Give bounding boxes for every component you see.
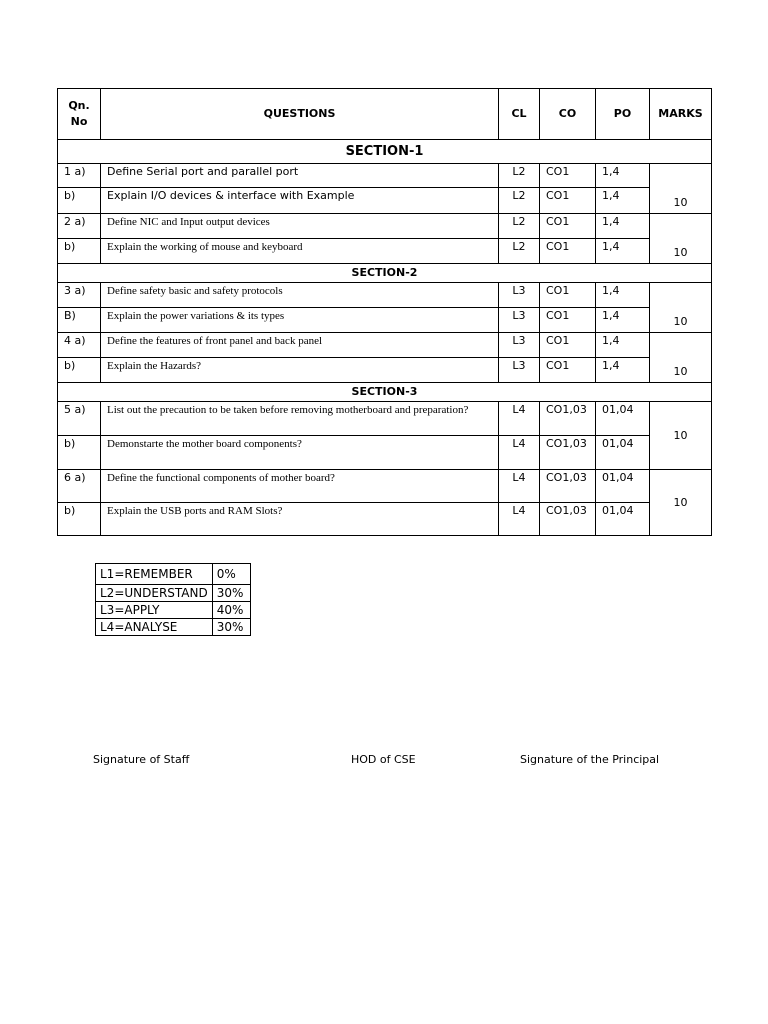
question-number: B): [58, 308, 101, 333]
cognitive-level: L3: [499, 333, 540, 358]
course-outcome: CO1: [540, 283, 596, 308]
course-outcome: CO1: [540, 239, 596, 264]
level-row: [96, 585, 251, 602]
cognitive-level: L3: [499, 283, 540, 308]
question-text: Define the features of front panel and back panel: [101, 333, 499, 358]
program-outcome: 1,4: [596, 358, 650, 383]
program-outcome: 01,04: [596, 402, 650, 436]
cognitive-level: L2: [499, 214, 540, 239]
header-po: PO: [596, 89, 650, 140]
question-number: 5 a): [58, 402, 101, 436]
section-title: SECTION-2: [58, 264, 712, 283]
question-body: [58, 140, 712, 536]
program-outcome: 1,4: [596, 214, 650, 239]
program-outcome: 1,4: [596, 164, 650, 188]
section-heading-row: [58, 264, 712, 283]
question-row: [58, 503, 712, 536]
question-text: Explain the Hazards?: [101, 358, 499, 383]
section-title: SECTION-3: [58, 383, 712, 402]
question-number: 1 a): [58, 164, 101, 188]
program-outcome: 01,04: [596, 436, 650, 470]
question-text: Define Serial port and parallel port: [101, 164, 499, 188]
marks-cell: 10: [650, 214, 712, 264]
signature-staff: Signature of Staff: [93, 753, 190, 766]
level-row: [96, 619, 251, 636]
question-text: Explain the working of mouse and keyboard: [101, 239, 499, 264]
question-text: Demonstarte the mother board components?: [101, 436, 499, 470]
course-outcome: CO1,03: [540, 436, 596, 470]
question-row: [58, 402, 712, 436]
question-row: [58, 333, 712, 358]
question-number: 4 a): [58, 333, 101, 358]
program-outcome: 1,4: [596, 239, 650, 264]
program-outcome: 01,04: [596, 503, 650, 536]
question-paper-table: [57, 88, 712, 536]
question-number: 2 a): [58, 214, 101, 239]
level-percent: 30%: [212, 619, 250, 636]
course-outcome: CO1: [540, 214, 596, 239]
cognitive-level-table: [95, 563, 251, 636]
question-number: b): [58, 503, 101, 536]
course-outcome: CO1: [540, 333, 596, 358]
program-outcome: 1,4: [596, 308, 650, 333]
level-percent: 30%: [212, 585, 250, 602]
course-outcome: CO1,03: [540, 503, 596, 536]
question-text: Define the functional components of mother board?: [101, 470, 499, 503]
question-row: [58, 164, 712, 188]
header-row: [58, 89, 712, 140]
marks-cell: 10: [650, 283, 712, 333]
level-label: L2=UNDERSTAND: [96, 585, 213, 602]
section-heading-row: [58, 383, 712, 402]
question-number: 6 a): [58, 470, 101, 503]
marks-cell: 10: [650, 470, 712, 536]
program-outcome: 1,4: [596, 188, 650, 214]
program-outcome: 1,4: [596, 333, 650, 358]
header-qno: Qn. No: [58, 89, 101, 140]
cognitive-level: L3: [499, 358, 540, 383]
question-text: Define safety basic and safety protocols: [101, 283, 499, 308]
course-outcome: CO1,03: [540, 402, 596, 436]
cognitive-level: L3: [499, 308, 540, 333]
cognitive-level: L2: [499, 239, 540, 264]
level-percent: 0%: [212, 564, 250, 585]
question-text: Explain the USB ports and RAM Slots?: [101, 503, 499, 536]
signature-principal: Signature of the Principal: [520, 753, 660, 766]
signature-hod: HOD of CSE: [351, 753, 416, 766]
course-outcome: CO1,03: [540, 470, 596, 503]
question-row: [58, 239, 712, 264]
header-questions: QUESTIONS: [101, 89, 499, 140]
question-row: [58, 188, 712, 214]
marks-cell: 10: [650, 402, 712, 470]
marks-cell: 10: [650, 164, 712, 214]
course-outcome: CO1: [540, 164, 596, 188]
level-row: [96, 564, 251, 585]
program-outcome: 1,4: [596, 283, 650, 308]
cognitive-level: L4: [499, 503, 540, 536]
question-row: [58, 308, 712, 333]
question-row: [58, 358, 712, 383]
program-outcome: 01,04: [596, 470, 650, 503]
question-text: Explain the power variations & its types: [101, 308, 499, 333]
section-heading-row: [58, 140, 712, 164]
header-co: CO: [540, 89, 596, 140]
level-row: [96, 602, 251, 619]
level-label: L1=REMEMBER: [96, 564, 213, 585]
question-text: Define NIC and Input output devices: [101, 214, 499, 239]
question-number: 3 a): [58, 283, 101, 308]
cognitive-level: L2: [499, 164, 540, 188]
course-outcome: CO1: [540, 308, 596, 333]
cognitive-level: L4: [499, 470, 540, 503]
question-number: b): [58, 358, 101, 383]
question-row: [58, 283, 712, 308]
question-row: [58, 214, 712, 239]
cognitive-level: L2: [499, 188, 540, 214]
level-percent: 40%: [212, 602, 250, 619]
header-marks: MARKS: [650, 89, 712, 140]
level-label: L3=APPLY: [96, 602, 213, 619]
question-text: List out the precaution to be taken before removing motherboard and preparation?: [101, 402, 499, 436]
level-label: L4=ANALYSE: [96, 619, 213, 636]
course-outcome: CO1: [540, 358, 596, 383]
cognitive-level: L4: [499, 436, 540, 470]
question-number: b): [58, 188, 101, 214]
section-title: SECTION-1: [58, 140, 712, 164]
question-row: [58, 436, 712, 470]
header-cl: CL: [499, 89, 540, 140]
question-row: [58, 470, 712, 503]
question-number: b): [58, 436, 101, 470]
question-text: Explain I/O devices & interface with Example: [101, 188, 499, 214]
course-outcome: CO1: [540, 188, 596, 214]
question-number: b): [58, 239, 101, 264]
cognitive-level: L4: [499, 402, 540, 436]
marks-cell: 10: [650, 333, 712, 383]
